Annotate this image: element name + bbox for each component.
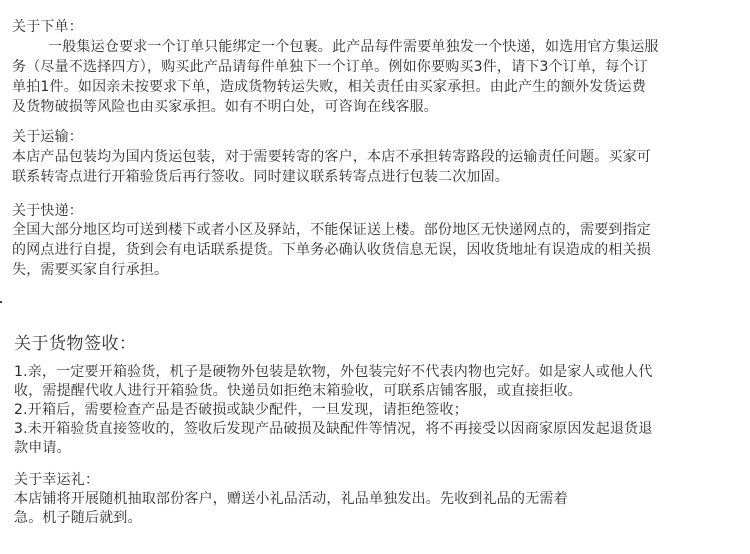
order-heading: 关于下单： (12, 19, 83, 35)
express-heading: 关于快递： (12, 203, 83, 219)
receipt-heading: 关于货物签收： (14, 334, 137, 354)
express-line-2: 的网点进行自提，货到会有电话联系提货。下单务必确认收货信息无误，因收货地址有误造成的相关损 (12, 242, 651, 258)
order-line-3: 单拍1件。如因亲未按要求下单，造成货物转运失败，相关责任由买家承担。由此产生的额外发货运费 (12, 79, 646, 95)
receipt-line-1: 1.亲，一定要开箱验货，机子是硬物外包装是软物，外包装完好不代表内物也完好。如是家人或他人代 (14, 364, 653, 380)
transport-line-1: 本店产品包装均为国内货运包装，对于需要转寄的客户，本店不承担转寄路段的运输责任问题。买家可 (12, 149, 651, 165)
receipt-line-2: 收，需提醒代收人进行开箱验货。快递员如拒绝末箱验收，可联系店铺客服，或直接拒收。 (14, 383, 582, 399)
receipt-line-4: 3.未开箱验货直接签收的，签收后发现产品破损及缺配件等情况，将不再接受以因商家原因发起退货退 (14, 421, 653, 437)
order-line-4: 及货物破损等风险也由买家承担。如有不明白处，可咨询在线客服。 (12, 99, 438, 115)
gift-line-2: 急。机子随后就到。 (14, 510, 142, 526)
gift-heading: 关于幸运礼： (14, 472, 100, 488)
receipt-line-5: 款申请。 (14, 440, 71, 456)
express-line-3: 失，需要买家自行承担。 (12, 262, 169, 278)
order-line-1: 一般集运仓要求一个订单只能绑定一个包裹。此产品每件需要单独发一个快递，如选用官方集运服 (48, 39, 659, 55)
stray-dot (0, 301, 2, 303)
transport-heading: 关于运输： (12, 129, 83, 145)
gift-line-1: 本店铺将开展随机抽取部份客户，赠送小礼品活动，礼品单独发出。先收到礼品的无需着 (14, 491, 568, 507)
transport-line-2: 联系转寄点进行开箱验货后再行签收。同时建议联系转寄点进行包装二次加固。 (12, 169, 509, 185)
express-line-1: 全国大部分地区均可送到楼下或者小区及驿站，不能保证送上楼。部份地区无快递网点的，需要到指定 (12, 222, 651, 238)
order-line-2: 务（尽量不选择四方），购买此产品请每件单独下一个订单。例如你要购买3件，请下3个订单，每个订 (12, 59, 649, 75)
receipt-line-3: 2.开箱后，需要检查产品是否破损或缺少配件，一旦发现，请拒绝签收； (14, 402, 468, 418)
